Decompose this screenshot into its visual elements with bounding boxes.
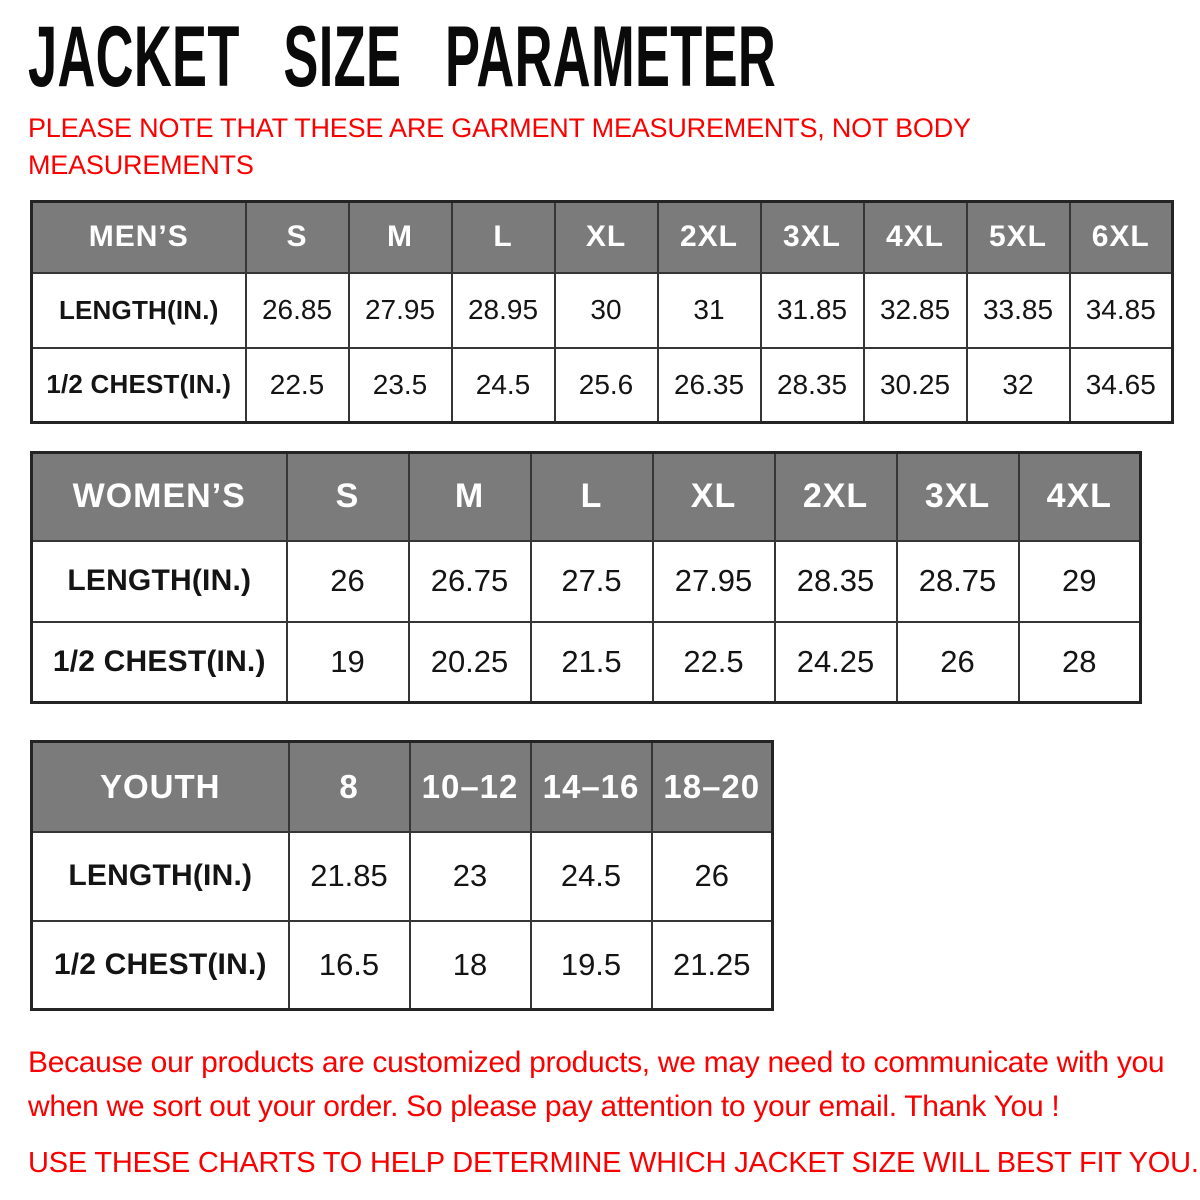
measurement-value: 21.25 bbox=[652, 921, 773, 1010]
measurement-value: 26.75 bbox=[409, 541, 531, 622]
size-column-header: 2XL bbox=[775, 453, 897, 541]
measurement-row bbox=[32, 273, 1173, 348]
customization-notice bbox=[28, 1041, 1188, 1129]
womens-size-table bbox=[30, 451, 1142, 704]
size-header-row bbox=[32, 453, 1141, 541]
measurement-row bbox=[32, 541, 1141, 622]
size-column-header: 4XL bbox=[1019, 453, 1141, 541]
size-column-header: L bbox=[452, 202, 555, 273]
measurement-label: LENGTH(IN.) bbox=[32, 832, 289, 921]
size-column-header: M bbox=[409, 453, 531, 541]
measurement-value: 31 bbox=[658, 273, 761, 348]
youth-size-table bbox=[30, 740, 774, 1011]
measurement-label: 1/2 CHEST(IN.) bbox=[32, 348, 246, 423]
measurement-value: 21.5 bbox=[531, 622, 653, 703]
measurement-value: 22.5 bbox=[653, 622, 775, 703]
note-line-2: MEASUREMENTS bbox=[28, 150, 254, 180]
measurement-value: 32 bbox=[967, 348, 1070, 423]
measurement-value: 29 bbox=[1019, 541, 1141, 622]
measurement-row bbox=[32, 921, 773, 1010]
size-column-header: 5XL bbox=[967, 202, 1070, 273]
page-title-text: JACKET SIZE PARAMETER bbox=[28, 9, 777, 105]
measurement-value: 26 bbox=[652, 832, 773, 921]
garment-measurement-note bbox=[28, 110, 978, 184]
measurement-value: 26 bbox=[287, 541, 409, 622]
notice-line-1: Because our products are customized products, we may need to communicate with you bbox=[28, 1046, 1165, 1079]
table-group-label: YOUTH bbox=[32, 742, 289, 832]
measurement-label: LENGTH(IN.) bbox=[32, 541, 287, 622]
size-column-header: XL bbox=[555, 202, 658, 273]
measurement-value: 20.25 bbox=[409, 622, 531, 703]
table-group-label: MEN’S bbox=[32, 202, 246, 273]
measurement-value: 30 bbox=[555, 273, 658, 348]
measurement-value: 26 bbox=[897, 622, 1019, 703]
measurement-value: 22.5 bbox=[246, 348, 349, 423]
size-header-row bbox=[32, 742, 773, 832]
measurement-label: 1/2 CHEST(IN.) bbox=[32, 921, 289, 1010]
measurement-value: 26.35 bbox=[658, 348, 761, 423]
measurement-value: 21.85 bbox=[289, 832, 410, 921]
size-column-header: S bbox=[246, 202, 349, 273]
measurement-value: 26.85 bbox=[246, 273, 349, 348]
measurement-value: 28.35 bbox=[761, 348, 864, 423]
measurement-value: 19 bbox=[287, 622, 409, 703]
size-column-header: 3XL bbox=[761, 202, 864, 273]
measurement-value: 24.25 bbox=[775, 622, 897, 703]
size-column-header: 8 bbox=[289, 742, 410, 832]
size-column-header: 10–12 bbox=[410, 742, 531, 832]
measurement-value: 34.65 bbox=[1070, 348, 1173, 423]
size-column-header: 2XL bbox=[658, 202, 761, 273]
size-column-header: M bbox=[349, 202, 452, 273]
measurement-value: 32.85 bbox=[864, 273, 967, 348]
measurement-value: 24.5 bbox=[452, 348, 555, 423]
measurement-label: LENGTH(IN.) bbox=[32, 273, 246, 348]
measurement-row bbox=[32, 832, 773, 921]
size-column-header: 4XL bbox=[864, 202, 967, 273]
notice-line-2: when we sort out your order. So please pay attention to your email. Thank You ! bbox=[28, 1090, 1060, 1123]
size-column-header: 18–20 bbox=[652, 742, 773, 832]
size-column-header: 3XL bbox=[897, 453, 1019, 541]
fit-advice-text: USE THESE CHARTS TO HELP DETERMINE WHICH JACKET SIZE WILL BEST FIT YOU. bbox=[28, 1147, 1199, 1179]
measurement-value: 16.5 bbox=[289, 921, 410, 1010]
measurement-value: 30.25 bbox=[864, 348, 967, 423]
measurement-value: 24.5 bbox=[531, 832, 652, 921]
measurement-label: 1/2 CHEST(IN.) bbox=[32, 622, 287, 703]
size-column-header: S bbox=[287, 453, 409, 541]
measurement-value: 28.35 bbox=[775, 541, 897, 622]
size-column-header: XL bbox=[653, 453, 775, 541]
measurement-value: 28.75 bbox=[897, 541, 1019, 622]
measurement-value: 31.85 bbox=[761, 273, 864, 348]
measurement-value: 28 bbox=[1019, 622, 1141, 703]
measurement-value: 27.95 bbox=[349, 273, 452, 348]
measurement-row bbox=[32, 622, 1141, 703]
measurement-value: 33.85 bbox=[967, 273, 1070, 348]
measurement-value: 23 bbox=[410, 832, 531, 921]
measurement-value: 27.5 bbox=[531, 541, 653, 622]
mens-size-table bbox=[30, 200, 1174, 424]
measurement-row bbox=[32, 348, 1173, 423]
measurement-value: 28.95 bbox=[452, 273, 555, 348]
note-line-1: PLEASE NOTE THAT THESE ARE GARMENT MEASUREMENTS, NOT BODY bbox=[28, 113, 971, 143]
measurement-value: 19.5 bbox=[531, 921, 652, 1010]
page-title bbox=[28, 9, 1200, 105]
size-header-row bbox=[32, 202, 1173, 273]
size-column-header: 14–16 bbox=[531, 742, 652, 832]
measurement-value: 25.6 bbox=[555, 348, 658, 423]
measurement-value: 23.5 bbox=[349, 348, 452, 423]
measurement-value: 27.95 bbox=[653, 541, 775, 622]
size-column-header: 6XL bbox=[1070, 202, 1173, 273]
measurement-value: 18 bbox=[410, 921, 531, 1010]
size-column-header: L bbox=[531, 453, 653, 541]
measurement-value: 34.85 bbox=[1070, 273, 1173, 348]
jacket-size-chart-page bbox=[0, 9, 1200, 1200]
table-group-label: WOMEN’S bbox=[32, 453, 287, 541]
